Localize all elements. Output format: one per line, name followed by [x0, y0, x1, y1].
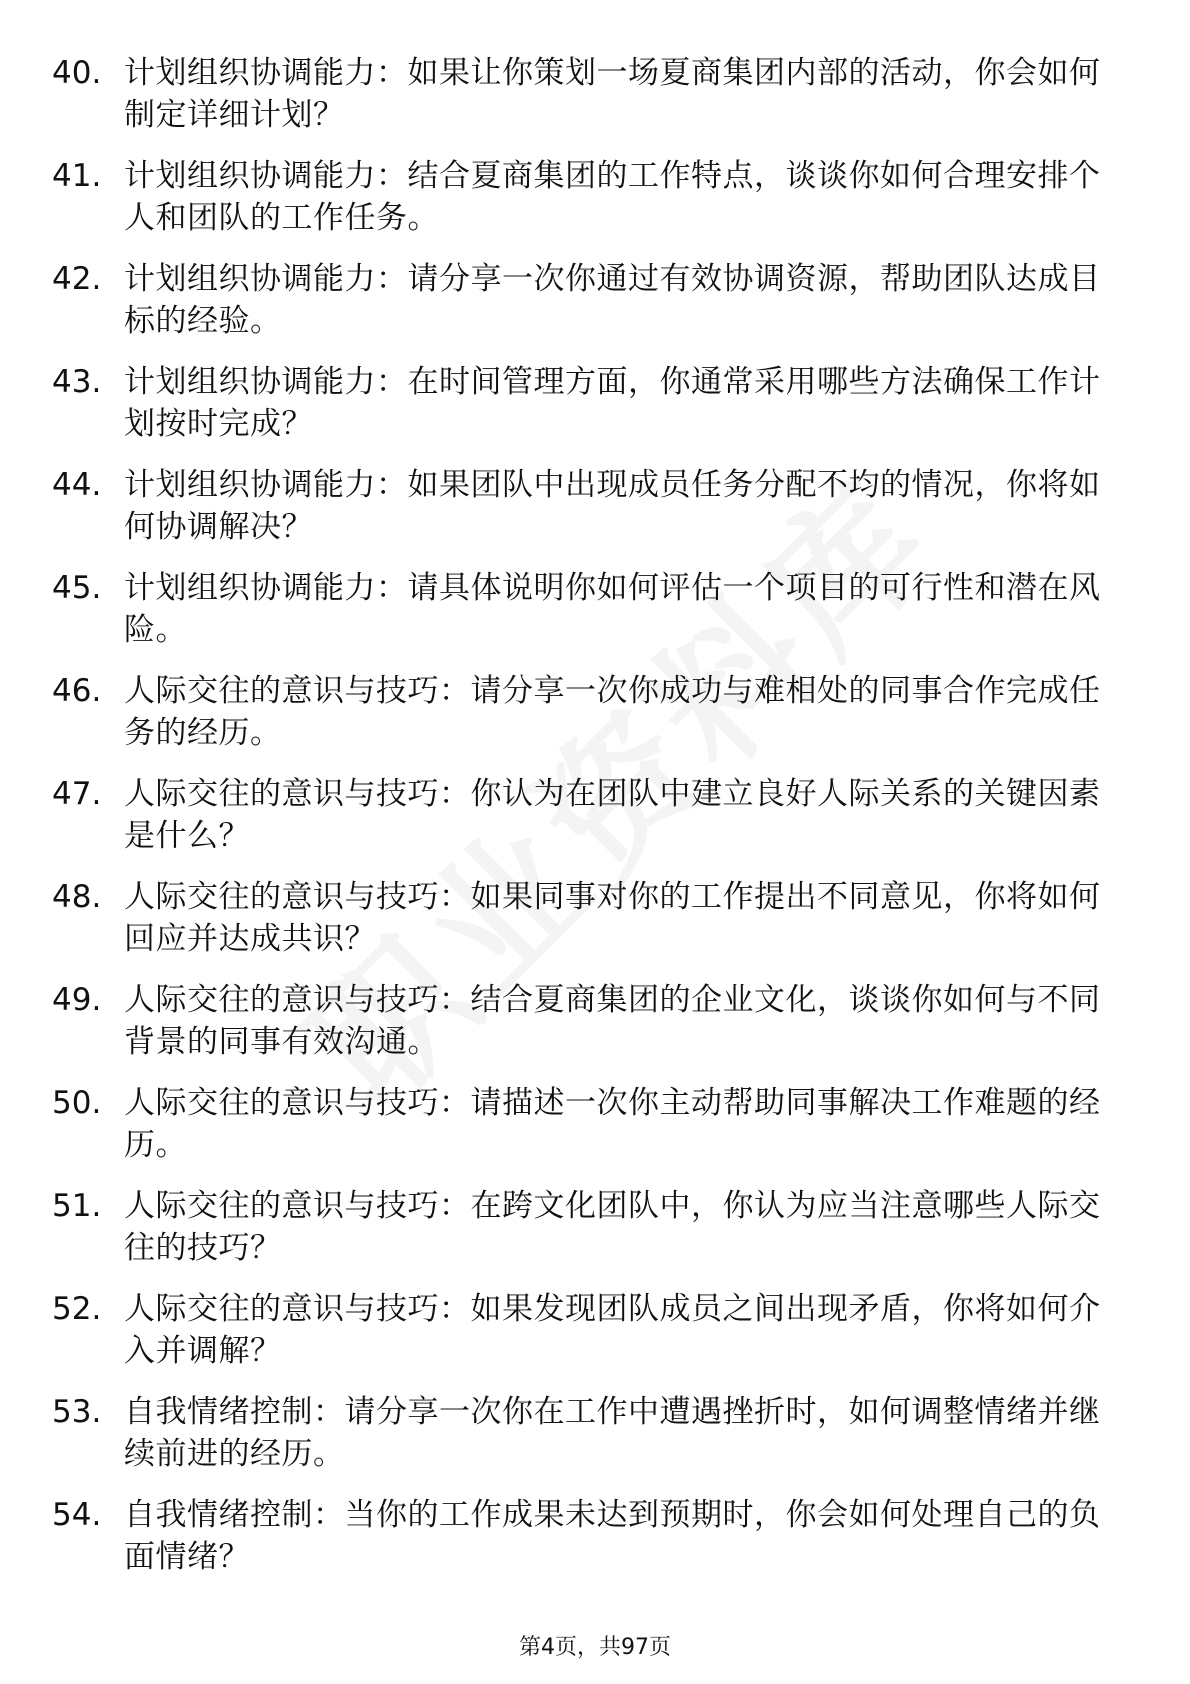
question-number: 46. [52, 673, 102, 709]
question-number: 41. [52, 158, 102, 194]
question-number: 44. [52, 467, 102, 503]
question-text: 计划组织协调能力：如果团队中出现成员任务分配不均的情况，你将如何协调解决？ [124, 467, 1101, 545]
question-number: 42. [52, 261, 102, 297]
question-text: 计划组织协调能力：结合夏商集团的工作特点，谈谈你如何合理安排个人和团队的工作任务。 [124, 158, 1101, 236]
question-text: 自我情绪控制：当你的工作成果未达到预期时，你会如何处理自己的负面情绪？ [124, 1497, 1101, 1575]
list-item [52, 361, 1112, 445]
list-item [52, 1391, 1112, 1475]
question-text: 计划组织协调能力：在时间管理方面，你通常采用哪些方法确保工作计划按时完成？ [124, 364, 1101, 442]
page-footer: 第4页，共97页 [519, 1635, 671, 1660]
question-text: 计划组织协调能力：如果让你策划一场夏商集团内部的活动，你会如何制定详细计划？ [124, 55, 1101, 133]
question-number: 50. [52, 1085, 102, 1121]
question-number: 45. [52, 570, 102, 606]
list-item [52, 1185, 1112, 1269]
question-text: 自我情绪控制：请分享一次你在工作中遭遇挫折时，如何调整情绪并继续前进的经历。 [124, 1394, 1101, 1472]
question-text: 人际交往的意识与技巧：请描述一次你主动帮助同事解决工作难题的经历。 [124, 1085, 1101, 1163]
question-number: 54. [52, 1497, 102, 1533]
question-text: 人际交往的意识与技巧：请分享一次你成功与难相处的同事合作完成任务的经历。 [124, 673, 1101, 751]
question-text: 人际交往的意识与技巧：如果发现团队成员之间出现矛盾，你将如何介入并调解？ [124, 1291, 1101, 1369]
question-number: 43. [52, 364, 102, 400]
list-item [52, 876, 1112, 960]
question-text: 人际交往的意识与技巧：你认为在团队中建立良好人际关系的关键因素是什么？ [124, 776, 1101, 854]
list-item [52, 979, 1112, 1063]
question-text: 计划组织协调能力：请分享一次你通过有效协调资源，帮助团队达成目标的经验。 [124, 261, 1101, 339]
list-item [52, 670, 1112, 754]
list-item [52, 1082, 1112, 1166]
question-number: 52. [52, 1291, 102, 1327]
question-number: 40. [52, 55, 102, 91]
list-item [52, 567, 1112, 651]
list-item [52, 773, 1112, 857]
question-number: 51. [52, 1188, 102, 1224]
list-item [52, 1288, 1112, 1372]
question-number: 49. [52, 982, 102, 1018]
question-text: 计划组织协调能力：请具体说明你如何评估一个项目的可行性和潜在风险。 [124, 570, 1101, 648]
question-list [52, 52, 1112, 1597]
question-number: 48. [52, 879, 102, 915]
question-text: 人际交往的意识与技巧：结合夏商集团的企业文化，谈谈你如何与不同背景的同事有效沟通。 [124, 982, 1101, 1060]
question-number: 53. [52, 1394, 102, 1430]
list-item [52, 464, 1112, 548]
question-text: 人际交往的意识与技巧：在跨文化团队中，你认为应当注意哪些人际交往的技巧？ [124, 1188, 1101, 1266]
list-item [52, 155, 1112, 239]
question-text: 人际交往的意识与技巧：如果同事对你的工作提出不同意见，你将如何回应并达成共识？ [124, 879, 1101, 957]
list-item [52, 258, 1112, 342]
list-item [52, 52, 1112, 136]
question-number: 47. [52, 776, 102, 812]
list-item [52, 1494, 1112, 1578]
